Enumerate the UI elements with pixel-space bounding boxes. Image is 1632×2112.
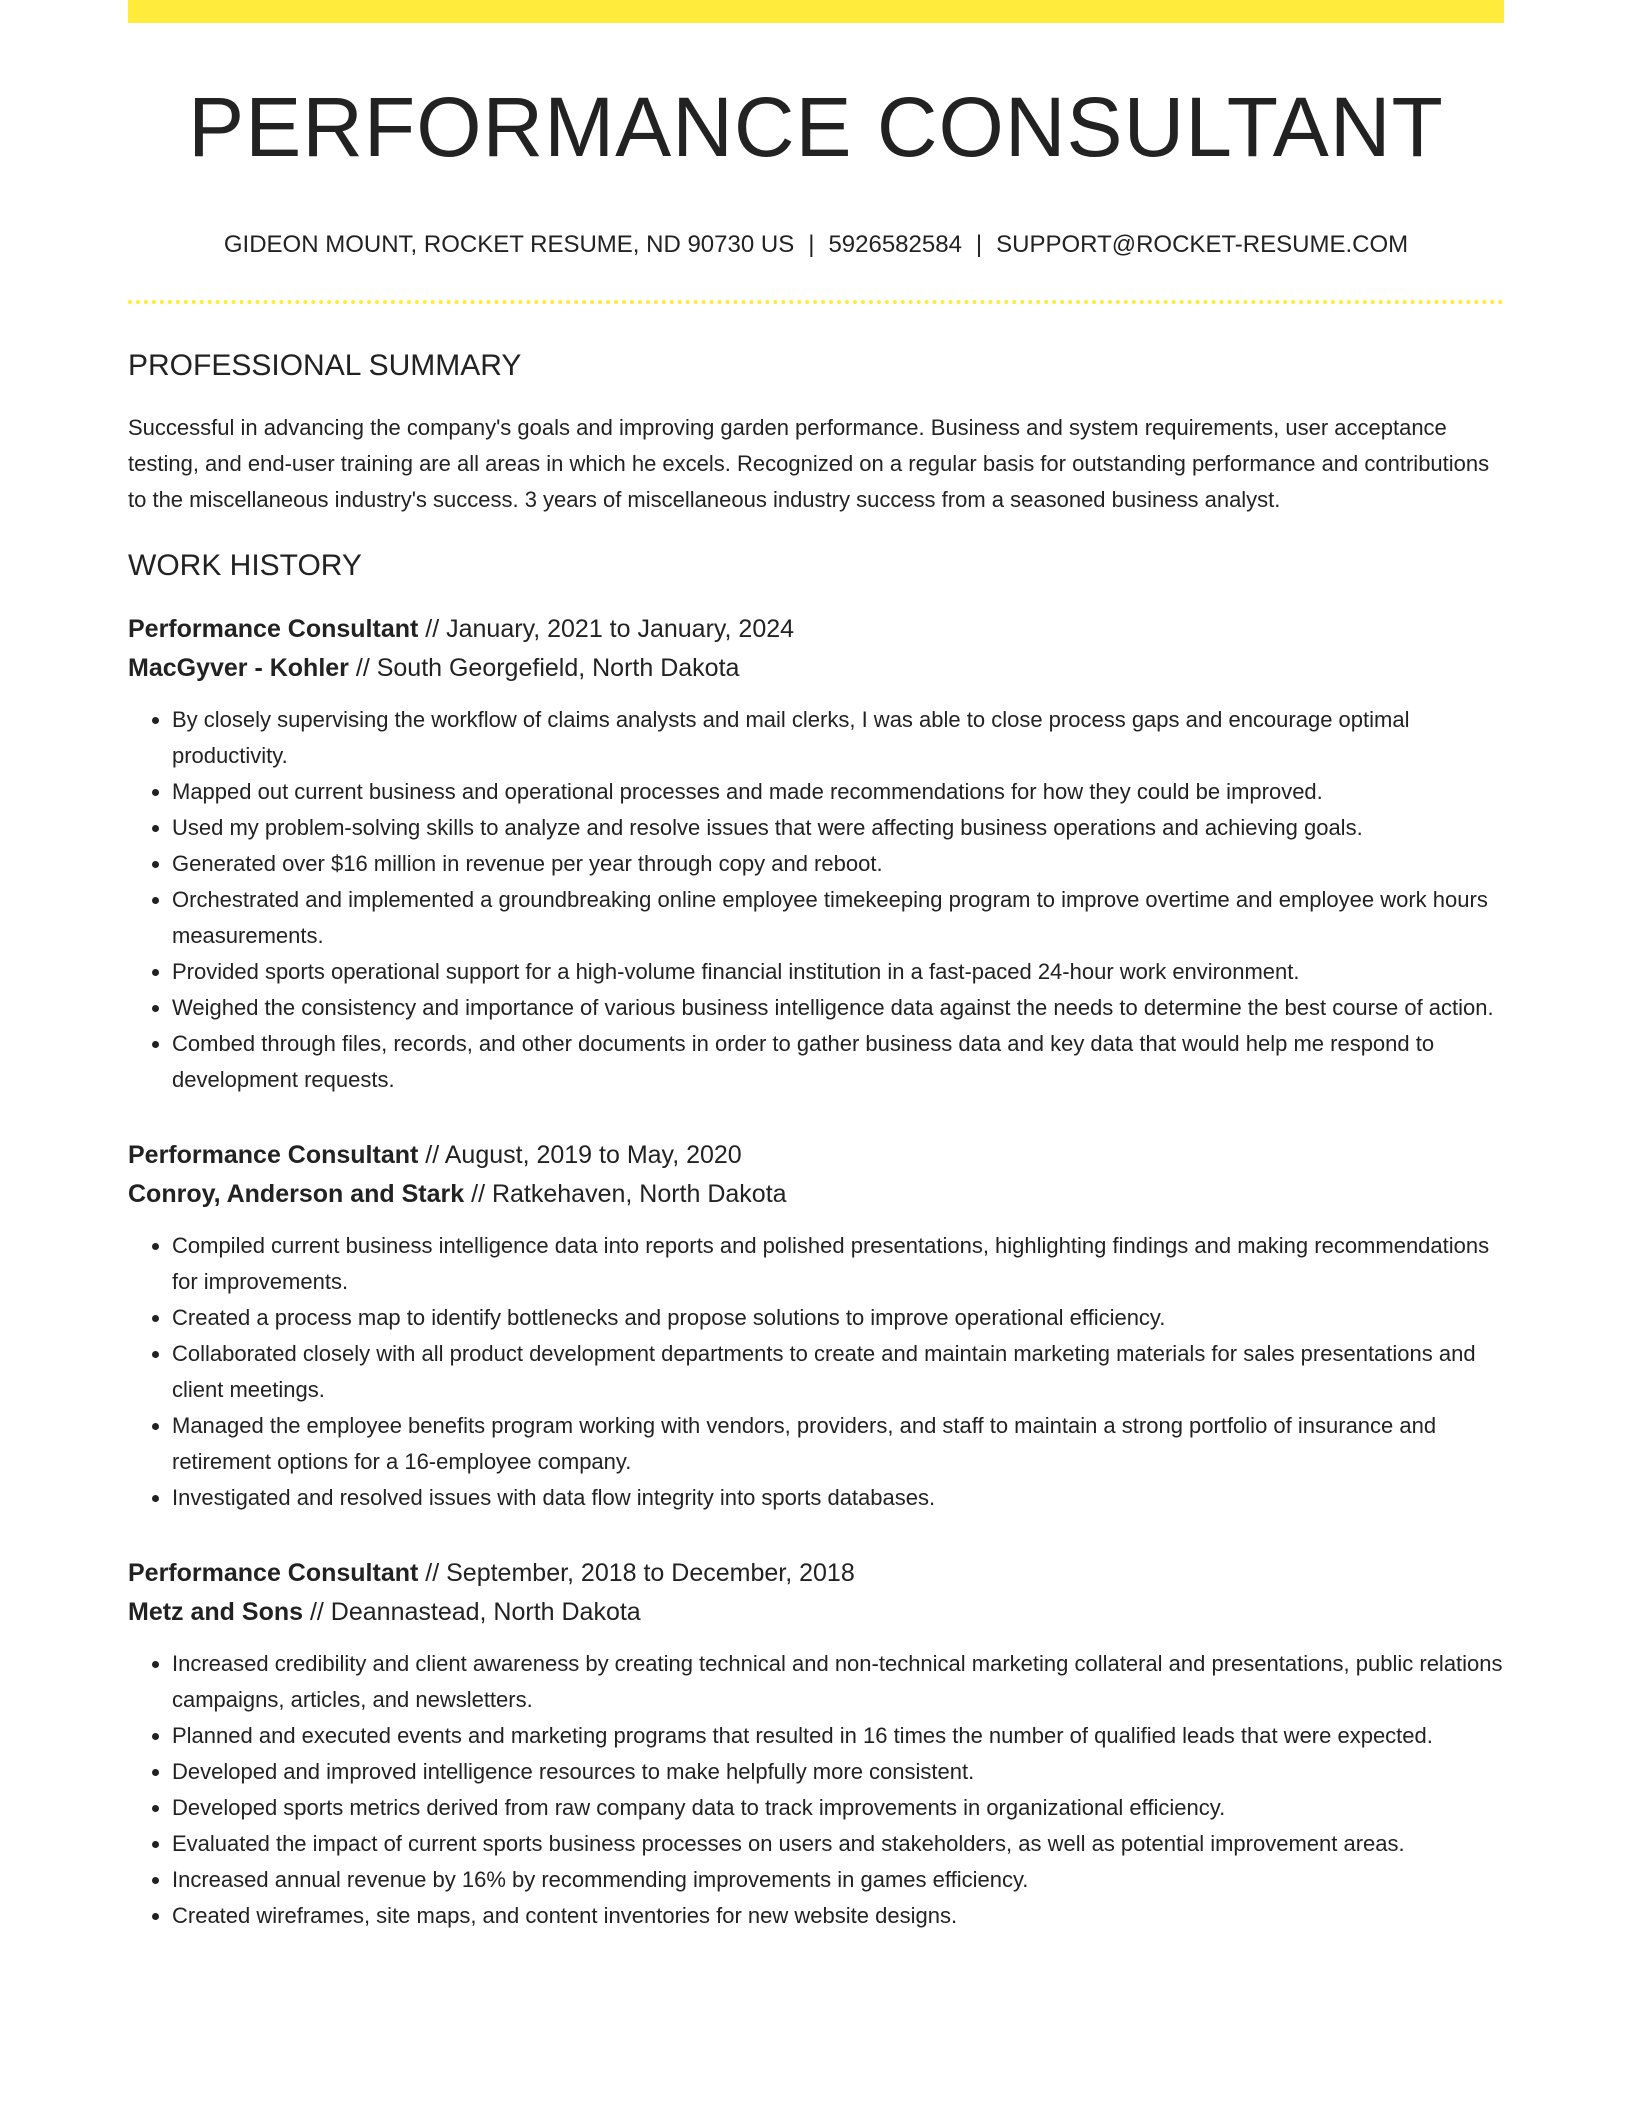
job-company-line <box>128 649 1504 688</box>
contact-separator: | <box>975 231 983 258</box>
job-entry <box>128 610 1504 1098</box>
resume-page <box>128 0 1504 1934</box>
accent-top-bar <box>128 0 1504 23</box>
list-item: • Used my problem-solving skills to analyze and resolve issues that were affecting business operations and achieving goals. <box>172 810 1504 846</box>
list-item: • Collaborated closely with all product development departments to create and maintain marketing materials for sales presentations and client meetings. <box>172 1336 1504 1408</box>
job-bullets <box>128 1646 1504 1934</box>
list-item: • Managed the employee benefits program working with vendors, providers, and staff to maintain a strong portfolio of insurance and retirement options for a 16-employee company. <box>172 1408 1504 1480</box>
job-location: // South Georgefield, North Dakota <box>348 653 740 682</box>
list-item: • Increased annual revenue by 16% by recommending improvements in games efficiency. <box>172 1862 1504 1898</box>
job-location: // Deannastead, North Dakota <box>303 1597 641 1626</box>
job-title: Performance Consultant <box>128 1558 419 1587</box>
job-entry <box>128 1136 1504 1516</box>
list-item: • Mapped out current business and operational processes and made recommendations for how they could be improved. <box>172 774 1504 810</box>
job-company-line <box>128 1593 1504 1632</box>
job-dates: // September, 2018 to December, 2018 <box>418 1558 855 1587</box>
job-company-line <box>128 1175 1504 1214</box>
page-title: PERFORMANCE CONSULTANT <box>188 80 1444 174</box>
dotted-divider <box>128 300 1504 304</box>
contact-phone: 5926582584 <box>828 231 962 258</box>
contact-address: GIDEON MOUNT, ROCKET RESUME, ND 90730 US <box>223 231 795 258</box>
list-item: • By closely supervising the workflow of claims analysts and mail clerks, I was able to close process gaps and encourage optimal productivity. <box>172 702 1504 774</box>
list-item: • Compiled current business intelligence data into reports and polished presentations, highlighting findings and making recommendations for improvements. <box>172 1228 1504 1300</box>
list-item: • Combed through files, records, and other documents in order to gather business data and key data that would help me respond to development requests. <box>172 1026 1504 1098</box>
list-item: • Orchestrated and implemented a groundbreaking online employee timekeeping program to improve overtime and employee work hours measurements. <box>172 882 1504 954</box>
job-title-line <box>128 1554 1504 1593</box>
contact-email: SUPPORT@ROCKET-RESUME.COM <box>996 231 1409 258</box>
contact-separator: | <box>808 231 815 258</box>
list-item: • Developed and improved intelligence resources to make helpfully more consistent. <box>172 1754 1504 1790</box>
list-item: • Planned and executed events and marketing programs that resulted in 16 times the number of qualified leads that were expected. <box>172 1718 1504 1754</box>
list-item: • Evaluated the impact of current sports business processes on users and stakeholders, as well as potential improvement areas. <box>172 1826 1504 1862</box>
list-item: • Investigated and resolved issues with data flow integrity into sports databases. <box>172 1480 1504 1516</box>
list-item: • Generated over $16 million in revenue per year through copy and reboot. <box>172 846 1504 882</box>
summary-text: Successful in advancing the company's goals and improving garden performance. Business and system requirements, user acceptance testing, and end-user training are all areas in which he excels. Recognized on a regular basis for outstanding performance and contributions to the miscellaneous industry's success. 3 years of miscellaneous industry success from a seasoned business analyst. <box>128 414 1490 512</box>
job-location: // Ratkehaven, North Dakota <box>464 1179 787 1208</box>
job-company: MacGyver - Kohler <box>128 653 349 682</box>
summary-heading: PROFESSIONAL SUMMARY <box>128 348 522 382</box>
job-dates: // January, 2021 to January, 2024 <box>418 614 795 643</box>
job-title: Performance Consultant <box>128 614 419 643</box>
contact-line <box>128 231 1504 260</box>
job-bullets <box>128 1228 1504 1516</box>
list-item: • Created wireframes, site maps, and content inventories for new website designs. <box>172 1898 1504 1934</box>
list-item: • Provided sports operational support for a high-volume financial institution in a fast-paced 24-hour work environment. <box>172 954 1504 990</box>
job-title: Performance Consultant <box>128 1140 419 1169</box>
work-history-heading: WORK HISTORY <box>128 548 362 582</box>
job-title-line <box>128 610 1504 649</box>
job-dates: // August, 2019 to May, 2020 <box>418 1140 742 1169</box>
job-entry <box>128 1554 1504 1934</box>
list-item: • Created a process map to identify bottlenecks and propose solutions to improve operational efficiency. <box>172 1300 1504 1336</box>
list-item: • Weighed the consistency and importance of various business intelligence data against the needs to determine the best course of action. <box>172 990 1504 1026</box>
job-company: Metz and Sons <box>128 1597 304 1626</box>
list-item: • Increased credibility and client awareness by creating technical and non-technical marketing collateral and presentations, public relations campaigns, articles, and newsletters. <box>172 1646 1504 1718</box>
list-item: • Developed sports metrics derived from raw company data to track improvements in organizational efficiency. <box>172 1790 1504 1826</box>
job-title-line <box>128 1136 1504 1175</box>
job-company: Conroy, Anderson and Stark <box>128 1179 465 1208</box>
job-bullets <box>128 702 1504 1098</box>
